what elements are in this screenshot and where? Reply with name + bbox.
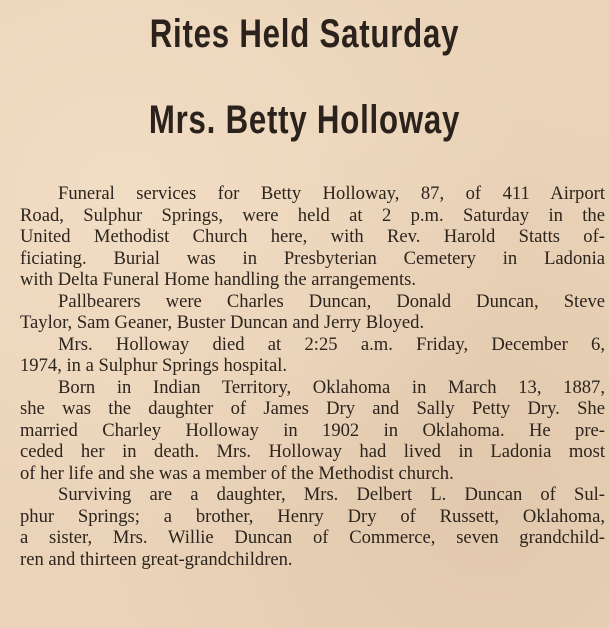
article-line: she was the daughter of James Dry and Sally Petty Dry. She — [20, 398, 605, 419]
article-line: Surviving are a daughter, Mrs. Delbert L. Duncan of Sul- — [58, 484, 605, 505]
article-body — [20, 183, 605, 570]
article-line: married Charley Holloway in 1902 in Oklahoma. He pre- — [20, 419, 605, 441]
article-line: Taylor, Sam Geaner, Buster Duncan and Jerry Bloyed. — [20, 312, 425, 333]
article-line: Mrs. Holloway died at 2:25 a.m. Friday, December 6, — [58, 333, 605, 355]
article-line: 1974, in a Sulphur Springs hospital. — [20, 355, 288, 376]
article-line: United Methodist Church here, with Rev. Harold Statts of- — [20, 226, 605, 247]
headline-subject-name: Mrs. Betty Holloway — [148, 98, 461, 142]
article-line: ficiating. Burial was in Presbyterian Cemetery in Ladonia — [20, 247, 605, 269]
article-line: a sister, Mrs. Willie Duncan of Commerce, seven grandchild- — [20, 527, 605, 548]
article-line: phur Springs; a brother, Henry Dry of Russett, Oklahoma, — [20, 505, 605, 527]
article-line: Born in Indian Territory, Oklahoma in March 13, 1887, — [58, 376, 605, 398]
headline-title: Rites Held Saturday — [149, 12, 460, 56]
article-line: with Delta Funeral Home handling the arrangements. — [20, 269, 417, 290]
article-line: ceded her in death. Mrs. Holloway had lived in Ladonia most — [20, 441, 605, 462]
article-line: of her life and she was a member of the Methodist church. — [20, 462, 454, 484]
article-line: Road, Sulphur Springs, were held at 2 p.m. Saturday in the — [20, 204, 605, 226]
article-line: Pallbearers were Charles Duncan, Donald Duncan, Steve — [58, 290, 605, 312]
article-line: Funeral services for Betty Holloway, 87, of 411 Airport — [58, 183, 605, 204]
article-line: ren and thirteen great-grandchildren. — [20, 548, 293, 570]
